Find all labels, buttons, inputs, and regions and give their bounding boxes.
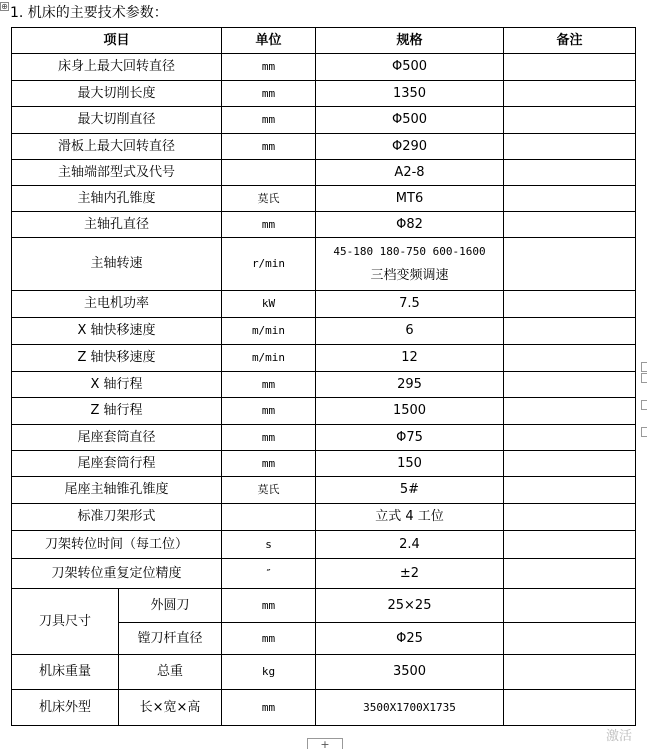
row-note [504,107,636,134]
row-spec-line: 45-180 180-750 600-1600 [333,245,486,258]
header-unit: 单位 [222,28,316,54]
header-note: 备注 [504,28,636,54]
row-note [504,212,636,238]
row-spec: 5# [316,477,504,504]
table-row [12,451,636,477]
table-row [12,477,636,504]
row-note [504,318,636,345]
row-spec: Φ25 [316,623,504,655]
row-unit: m/min [222,318,316,345]
table-row [12,186,636,212]
row-spec: 295 [316,372,504,398]
row-spec: 12 [316,345,504,372]
row-note [504,623,636,655]
row-note [504,345,636,372]
row-note [504,372,636,398]
row-spec: 7.5 [316,291,504,318]
row-spec: 3500X1700X1735 [316,690,504,726]
row-spec: 25×25 [316,589,504,623]
row-item: 尾座套筒行程 [12,451,222,477]
table-row [12,655,636,690]
row-item: Z 轴快移速度 [12,345,222,372]
table-header-row [12,28,636,54]
row-resize-marker[interactable] [641,427,647,437]
row-item: X 轴行程 [12,372,222,398]
row-resize-marker[interactable] [641,362,647,372]
row-item: 尾座套筒直径 [12,425,222,451]
row-spec: MT6 [316,186,504,212]
row-note [504,589,636,623]
row-unit: kW [222,291,316,318]
row-item: 主轴内孔锥度 [12,186,222,212]
row-unit: mm [222,589,316,623]
header-item: 项目 [12,28,222,54]
row-unit [222,160,316,186]
table-row [12,54,636,81]
row-spec: Φ82 [316,212,504,238]
row-unit: m/min [222,345,316,372]
row-unit [222,504,316,531]
row-note [504,398,636,425]
table-row [12,134,636,160]
table-row [12,291,636,318]
row-unit: mm [222,81,316,107]
row-unit: mm [222,425,316,451]
table-resize-handle[interactable]: + [307,738,343,749]
row-unit: mm [222,398,316,425]
row-resize-marker[interactable] [641,373,647,383]
row-note [504,531,636,559]
table-move-handle[interactable]: ⊕ [1,2,8,11]
table-row [12,531,636,559]
header-spec: 规格 [316,28,504,54]
watermark: 激活 [606,729,633,744]
row-spec: Φ290 [316,134,504,160]
row-item: 最大切削直径 [12,107,222,134]
table-row [12,81,636,107]
row-unit: mm [222,212,316,238]
row-note [504,160,636,186]
row-note [504,81,636,107]
row-note [504,425,636,451]
row-spec: A2-8 [316,160,504,186]
table-row [12,425,636,451]
row-unit: mm [222,134,316,160]
row-unit: 莫氏 [222,186,316,212]
row-item: 主电机功率 [12,291,222,318]
section-heading: 1. 机床的主要技术参数： [10,5,168,21]
row-unit: mm [222,451,316,477]
row-note [504,477,636,504]
row-note [504,451,636,477]
table-row [12,318,636,345]
row-item: 标准刀架形式 [12,504,222,531]
row-item: 尾座主轴锥孔锥度 [12,477,222,504]
row-resize-marker[interactable] [641,400,647,410]
row-unit: s [222,531,316,559]
row-subitem: 总重 [119,655,222,690]
table-row [12,398,636,425]
table-row [12,504,636,531]
row-unit: mm [222,107,316,134]
row-spec: 1500 [316,398,504,425]
row-note [504,134,636,160]
table-row [12,559,636,589]
row-note [504,186,636,212]
row-group: 机床外型 [12,690,119,726]
row-note [504,238,636,291]
table-row [12,212,636,238]
row-spec-line: 三档变频调速 [370,268,449,283]
row-item: X 轴快移速度 [12,318,222,345]
row-note [504,291,636,318]
row-unit: mm [222,372,316,398]
row-spec: Φ500 [316,107,504,134]
row-note [504,54,636,81]
table-row [12,690,636,726]
row-spec: 立式 4 工位 [316,504,504,531]
row-spec: Φ75 [316,425,504,451]
row-item: 主轴孔直径 [12,212,222,238]
row-spec: 6 [316,318,504,345]
row-item: 床身上最大回转直径 [12,54,222,81]
row-spec: 2.4 [316,531,504,559]
row-subitem: 长×宽×高 [119,690,222,726]
row-spec: ±2 [316,559,504,589]
table-row [12,107,636,134]
row-subitem: 镗刀杆直径 [119,623,222,655]
row-item: 刀架转位时间（每工位） [12,531,222,559]
table-row [12,589,636,623]
row-spec: Φ500 [316,54,504,81]
row-unit: ″ [222,559,316,589]
row-unit: mm [222,623,316,655]
row-unit: r/min [222,238,316,291]
row-note [504,655,636,690]
row-unit: 莫氏 [222,477,316,504]
table-row [12,160,636,186]
table-row [12,238,636,291]
row-item: 最大切削长度 [12,81,222,107]
row-item: 刀架转位重复定位精度 [12,559,222,589]
table-row [12,372,636,398]
row-item: 主轴转速 [12,238,222,291]
row-item: Z 轴行程 [12,398,222,425]
row-spec: 1350 [316,81,504,107]
row-spec [316,238,504,291]
row-group: 刀具尺寸 [12,589,119,655]
row-unit: kg [222,655,316,690]
row-unit: mm [222,54,316,81]
row-note [504,690,636,726]
row-note [504,559,636,589]
row-item: 主轴端部型式及代号 [12,160,222,186]
row-subitem: 外圆刀 [119,589,222,623]
row-unit: mm [222,690,316,726]
table-row [12,345,636,372]
row-group: 机床重量 [12,655,119,690]
spec-table [11,27,636,726]
row-item: 滑板上最大回转直径 [12,134,222,160]
row-spec: 3500 [316,655,504,690]
row-spec: 150 [316,451,504,477]
row-note [504,504,636,531]
